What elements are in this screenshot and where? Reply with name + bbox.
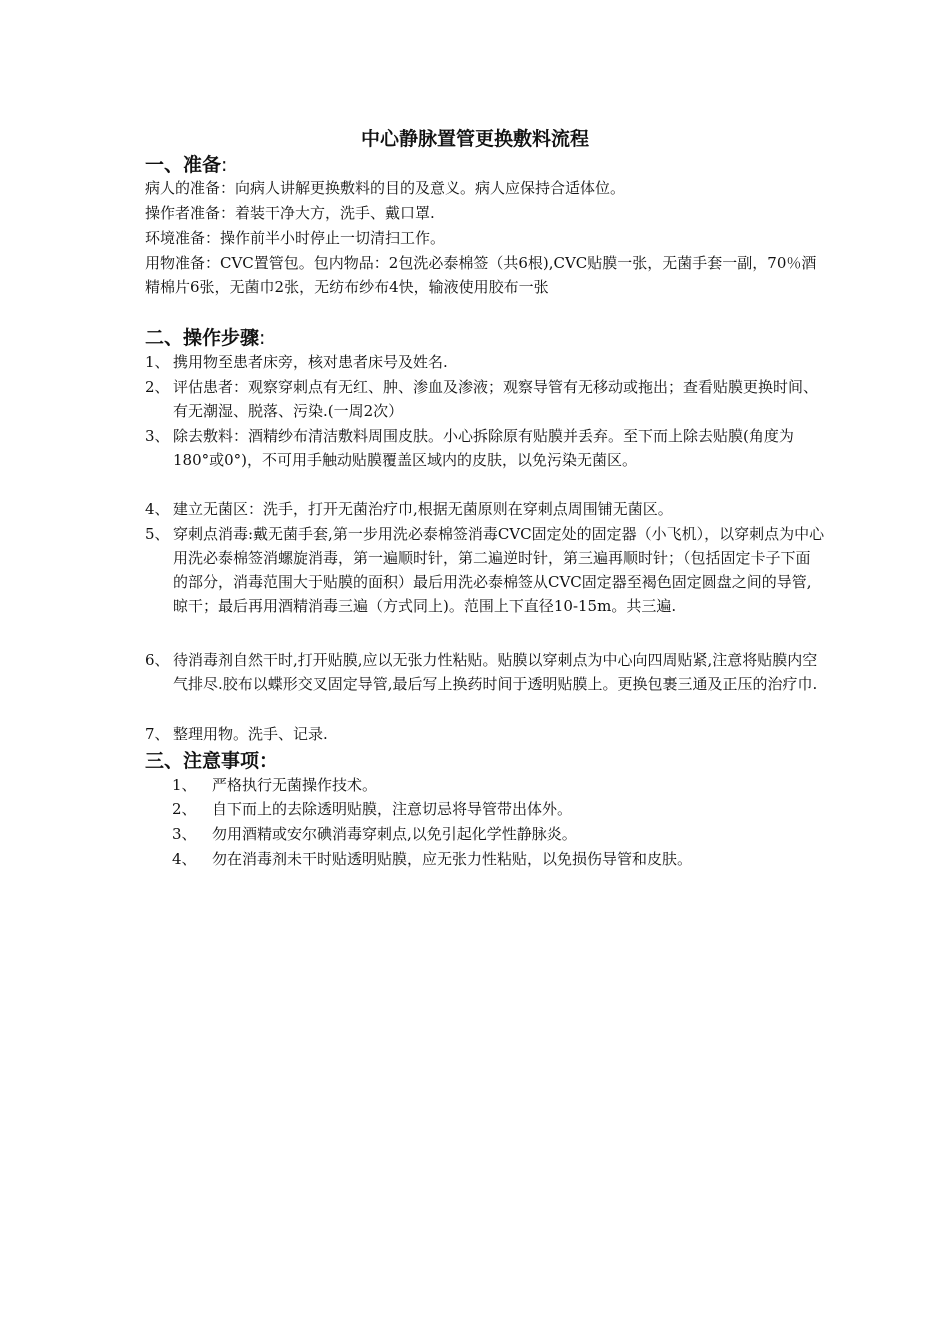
section-heading-steps-text: 二、操作步骤 [145,327,260,349]
prep-item-patient: 病人的准备：向病人讲解更换敷料的目的及意义。病人应保持合适体位。 [145,179,626,197]
step-number: 2、 [145,378,170,396]
step-item [145,497,825,521]
note-item [172,822,832,846]
note-number: 4、 [172,850,197,868]
prep-item-operator: 操作者准备：着装干净大方，洗手、戴口罩. [145,204,435,222]
prep-item-supplies: 用物准备：CVC置管包。包内物品：2包洗必泰棉签（共6根),CVC贴膜一张，无菌手套一副，70％酒精棉片6张，无菌巾2张，无纺布纱布4快，输液使用胶布一张 [145,254,817,296]
note-item [172,797,832,821]
section-heading-steps-colon: : [259,327,266,349]
step-number: 3、 [145,427,170,445]
step-number: 7、 [145,725,170,743]
step-item [145,350,825,374]
note-text: 严格执行无菌操作技术。 [212,776,378,794]
note-text: 勿在消毒剂未干时贴透明贴膜，应无张力性粘贴，以免损伤导管和皮肤。 [212,850,693,868]
step-text: 携用物至患者床旁，核对患者床号及姓名. [173,353,448,371]
note-text: 勿用酒精或安尔碘消毒穿刺点,以免引起化学性静脉炎。 [212,825,577,843]
step-text: 穿刺点消毒:戴无菌手套,第一步用洗必泰棉签消毒CVC固定处的固定器（小飞机），以穿刺点为中心用洗必泰棉签消螺旋消毒，第一遍顺时针，第二遍逆时针，第三遍再顺时针；（包括固定卡子下面的部分，消毒范围大于贴膜的面积）最后用洗必泰棉签从CVC固定器至褐色固定圆盘之间的导管,晾干；最后再用酒精消毒三遍（方式同上)。范围上下直径10-15m。共三遍. [173,525,825,615]
note-item [172,847,832,871]
step-text: 待消毒剂自然干时,打开贴膜,应以无张力性粘贴。贴膜以穿刺点为中心向四周贴紧,注意将贴膜内空气排尽.胶布以蝶形交叉固定导管,最后写上换药时间于透明贴膜上。更换包裹三通及正压的治疗巾. [173,651,818,693]
note-number: 3、 [172,825,197,843]
step-text: 整理用物。洗手、记录. [173,725,328,743]
prep-item-environment: 环境准备：操作前半小时停止一切清扫工作。 [145,229,446,247]
step-item [145,722,825,746]
step-text: 建立无菌区：洗手，打开无菌治疗巾,根据无菌原则在穿刺点周围铺无菌区。 [173,500,673,518]
section-heading-notes: 三、注意事项： [145,750,279,772]
step-number: 5、 [145,525,170,543]
note-number: 2、 [172,800,197,818]
step-item [145,424,825,472]
note-number: 1、 [172,776,197,794]
section-heading-prep-colon: : [221,154,228,176]
step-item [145,648,825,696]
section-heading-prep-text: 一、准备 [145,154,222,176]
step-number: 1、 [145,353,170,371]
note-item [172,773,832,797]
step-item [145,375,825,423]
document-title: 中心静脉置管更换敷料流程 [360,128,589,150]
step-text: 评估患者：观察穿刺点有无红、肿、渗血及渗液；观察导管有无移动或拖出；查看贴膜更换时间、有无潮湿、脱落、污染.(一周2次） [173,378,819,420]
section-heading-steps [145,323,265,350]
step-number: 4、 [145,500,170,518]
note-text: 自下而上的去除透明贴膜，注意切忌将导管带出体外。 [212,800,573,818]
step-item [145,522,825,618]
section-heading-prep [145,150,227,177]
step-number: 6、 [145,651,170,669]
step-text: 除去敷料：酒精纱布清洁敷料周围皮肤。小心拆除原有贴膜并丢弃。至下而上除去贴膜(角度为180°或0°)，不可用手触动贴膜覆盖区域内的皮肤，以免污染无菌区。 [173,427,794,469]
